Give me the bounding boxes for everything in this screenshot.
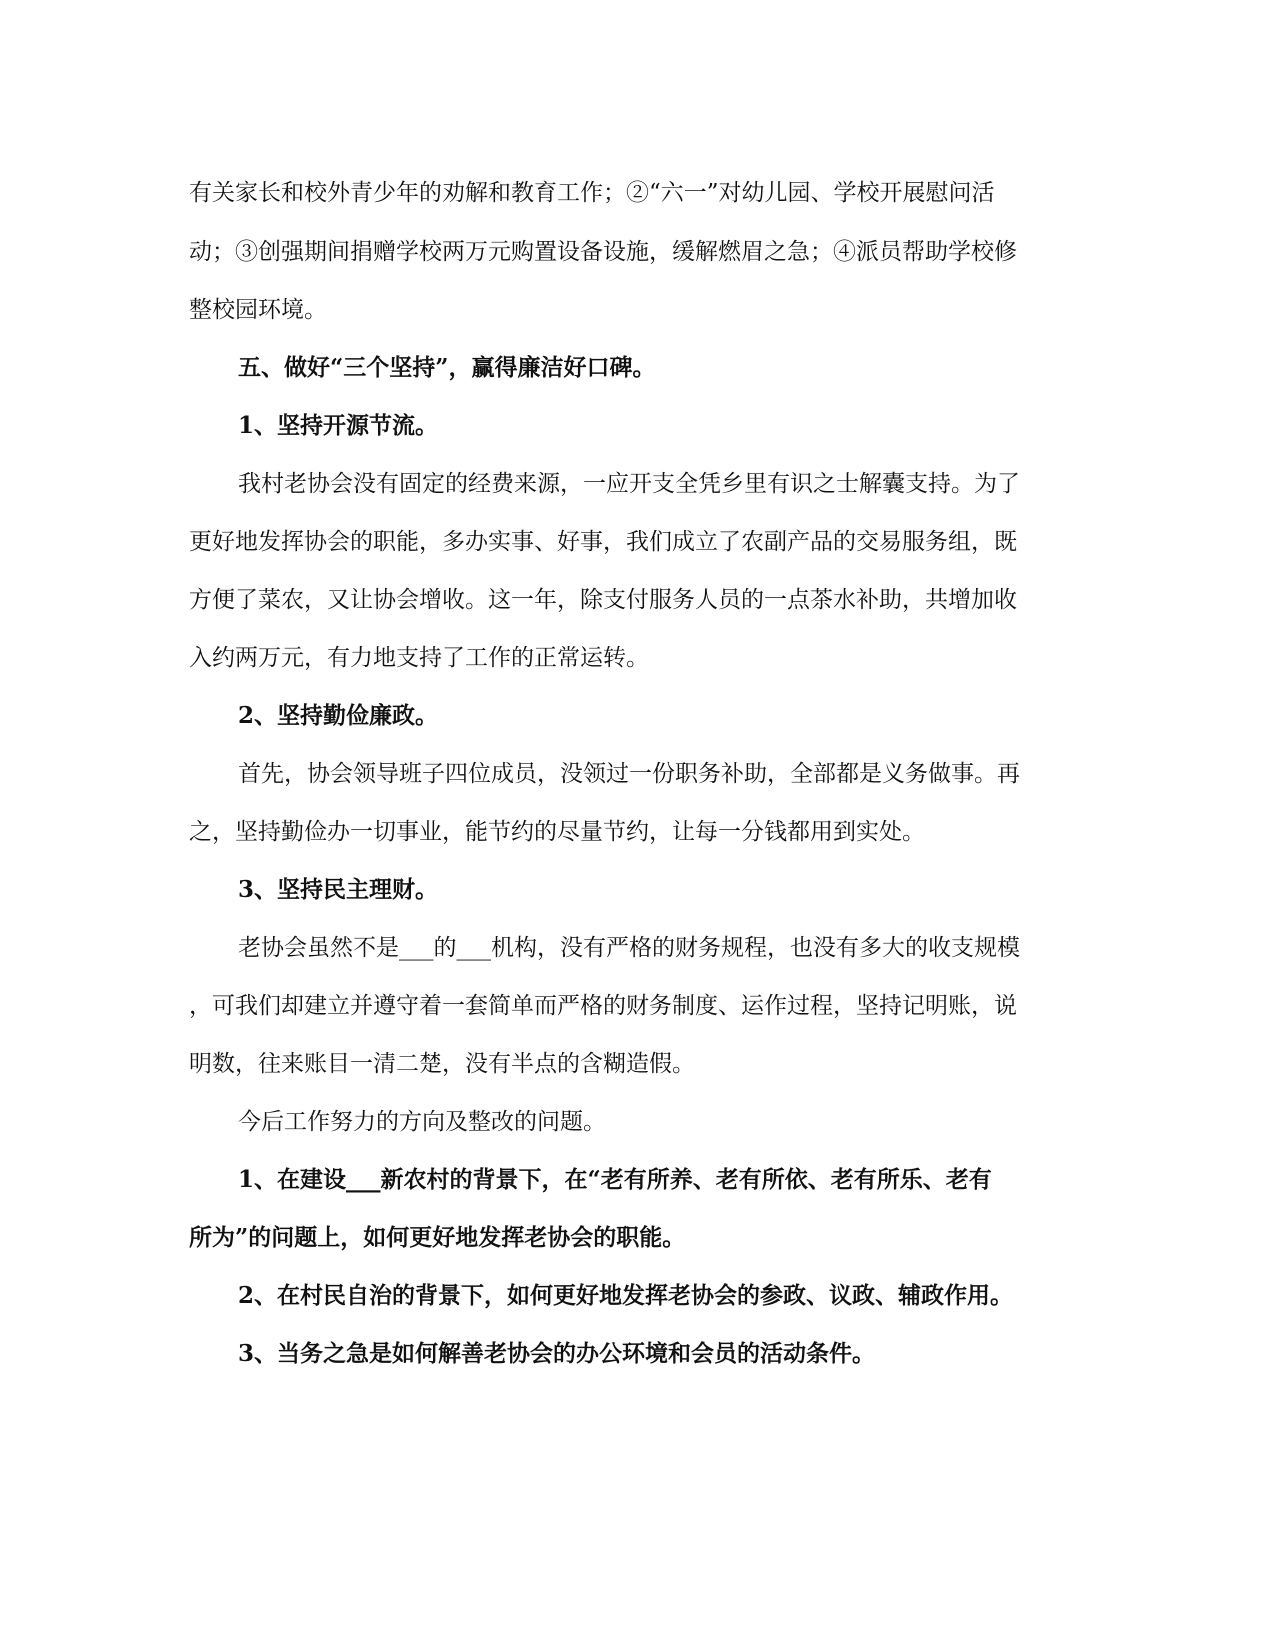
paragraph-line: 更好地发挥协会的职能，多办实事、好事，我们成立了农副产品的交易服务组，既 <box>189 529 1017 555</box>
paragraph-line: 整校园环境。 <box>189 297 327 323</box>
paragraph-line: ，可我们却建立并遵守着一套简单而严格的财务制度、运作过程，坚持记明账，说 <box>189 993 1017 1019</box>
paragraph-line: 之，坚持勤俭办一切事业，能节约的尽量节约，让每一分钱都用到实处。 <box>189 819 925 845</box>
paragraph-line: 老协会虽然不是___的___机构，没有严格的财务规程，也没有多大的收支规模 <box>238 935 1020 961</box>
paragraph-line: 我村老协会没有固定的经费来源，一应开支全凭乡里有识之士解囊支持。为了 <box>238 471 1020 497</box>
paragraph-line: 入约两万元，有力地支持了工作的正常运转。 <box>189 645 649 671</box>
numbered-item-continuation: 所为”的问题上，如何更好地发挥老协会的职能。 <box>189 1224 686 1251</box>
numbered-item: 2、在村民自治的背景下，如何更好地发挥老协会的参政、议政、辅政作用。 <box>238 1282 1014 1309</box>
paragraph-line: 有关家长和校外青少年的劝解和教育工作；②“六一”对幼儿园、学校开展慰问活 <box>189 180 995 206</box>
paragraph-line: 今后工作努力的方向及整改的问题。 <box>238 1109 606 1135</box>
subsection-heading: 2、坚持勤俭廉政。 <box>238 702 439 729</box>
numbered-item: 3、当务之急是如何解善老协会的办公环境和会员的活动条件。 <box>238 1340 876 1367</box>
paragraph-line: 首先，协会领导班子四位成员，没领过一份职务补助，全部都是义务做事。再 <box>238 761 1020 787</box>
subsection-heading: 3、坚持民主理财。 <box>238 876 439 903</box>
numbered-item: 1、在建设___新农村的背景下，在“老有所养、老有所依、老有所乐、老有 <box>238 1166 992 1193</box>
subsection-heading: 1、坚持开源节流。 <box>238 412 439 439</box>
section-heading: 五、做好“三个坚持”，赢得廉洁好口碑。 <box>238 354 656 381</box>
paragraph-line: 动；③创强期间捐赠学校两万元购置设备设施，缓解燃眉之急；④派员帮助学校修 <box>189 239 1017 265</box>
paragraph-line: 方便了菜农，又让协会增收。这一年，除支付服务人员的一点茶水补助，共增加收 <box>189 587 1017 613</box>
paragraph-line: 明数，往来账目一清二楚，没有半点的含糊造假。 <box>189 1051 695 1077</box>
